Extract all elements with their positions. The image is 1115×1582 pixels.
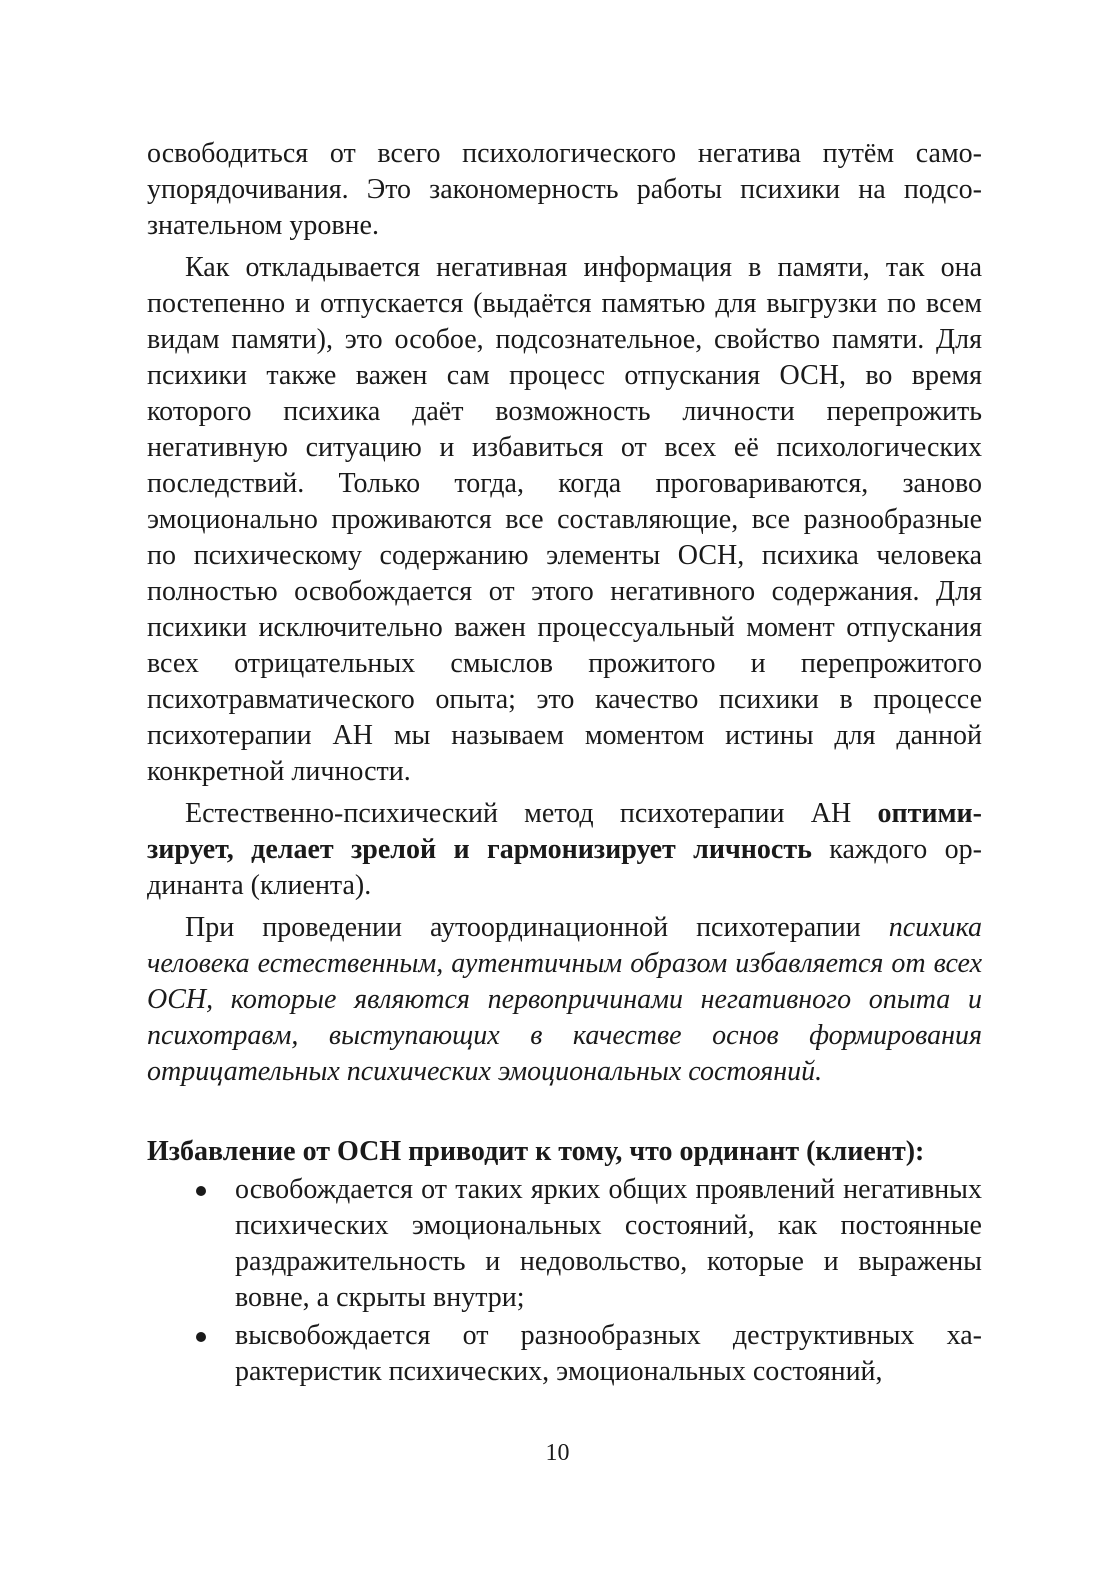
bullet-icon xyxy=(196,1332,206,1342)
paragraph-continuation: освободиться от всего психологического негатива путём самоупорядочивания. Это закономерность работы психики на подсознательном уровне. xyxy=(147,138,982,241)
paragraph-method-bold: оптимизирует, делает зрелой и гармонизирует личность xyxy=(147,798,982,865)
section-heading: Избавление от ОСН приводит к тому, что ординант (клиент): xyxy=(147,1136,925,1167)
paragraph-method xyxy=(147,796,982,904)
bullet-text: освобождается от таких ярких общих проявлений негативных психических эмоциональных состояний, как постоянные раздражительность и недовольство, которые и выражены вовне, а скрыты внутри; xyxy=(235,1174,982,1313)
paragraph-method-start: Естественно-психический метод психотерапии АН xyxy=(185,798,878,829)
page-body xyxy=(147,136,982,1390)
bullet-item xyxy=(147,1172,982,1316)
paragraph-method-end: каждого ординанта (клиента). xyxy=(147,834,982,901)
paragraph-autoordination-italic: психика человека естественным, аутентичным образом избавляется от всех ОСН, которые являются первопричинами негативного опыта и психотравм, выступающих в качестве основ формирования отрицательных психических эмоциональных состояний. xyxy=(147,912,982,1087)
paragraph-autoordination-start: При проведении аутоординационной психотерапии xyxy=(185,912,889,943)
bullet-icon xyxy=(196,1186,206,1196)
bullet-text: высвобождается от разнообразных деструктивных характеристик психических, эмоциональных состояний, xyxy=(235,1320,982,1387)
bullet-list xyxy=(147,1172,982,1390)
bullet-item xyxy=(147,1318,982,1390)
paragraph-negative-information: Как откладывается негативная информация в памяти, так она постепенно и отпускается (выдаётся памятью для выгрузки по всем видам памяти), это особое, подсознательное, свойство памяти. Для психики также важен сам процесс отпускания ОСН, во время которого психика даёт возможность личности перепрожить негативную ситуацию и избавиться от всех её психологических последствий. Только тогда, когда проговариваются, заново эмоционально проживаются все составляющие, все разнообразные по психическому содержанию элементы ОСН, психика человека полностью освобождается от этого негативного содержания. Для психики исключительно важен процессуальный момент отпускания всех отрицательных смыслов прожитого и перепрожитого психотравматического опыта; это качество психики в процессе психотерапии АН мы называем моментом истины для данной конкретной личности. xyxy=(147,252,982,787)
paragraph-autoordination xyxy=(147,910,982,1090)
page-number: 10 xyxy=(545,1440,570,1466)
